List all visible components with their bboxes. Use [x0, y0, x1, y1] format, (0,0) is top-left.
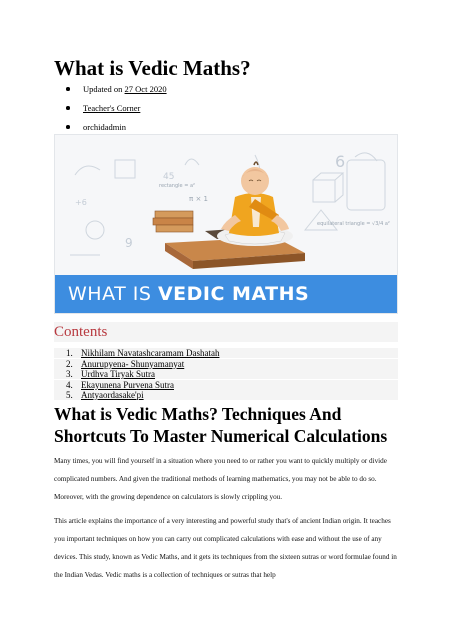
toc-item-number: 3.: [66, 369, 73, 379]
author-name: orchidadmin: [83, 122, 126, 132]
sketch-triangle-label: equilateral triangle = √3/4 a²: [317, 221, 390, 227]
sketch-rectangle-label: rectangle = a²: [159, 183, 196, 189]
toc-item-number: 5.: [66, 390, 73, 400]
page-title: What is Vedic Maths?: [54, 56, 251, 80]
toc-link-urdhva[interactable]: Urdhva Tiryak Sutra: [81, 369, 155, 379]
toc-link-nikhilam[interactable]: Nikhilam Navatashcaramam Dashatah: [81, 348, 220, 358]
banner-text-regular: WHAT IS: [68, 283, 158, 305]
bullet-icon: [66, 125, 70, 129]
hero-image: [54, 134, 398, 314]
updated-date-link[interactable]: 27 Oct 2020: [124, 84, 167, 94]
sketch-number: 6: [335, 152, 346, 171]
article-heading: What is Vedic Maths? Techniques And Shortcuts To Master Numerical Calculations: [54, 404, 388, 446]
toc-item: [54, 359, 398, 369]
article-paragraph: Many times, you will find yourself in a situation where you need to or rather you want to quickly multiply or divide complicated numbers. And given the traditional methods of learning mathematics, you may not be able to do so. Moreover, with the growing dependence on calculators is slowly crippling you.: [54, 457, 387, 501]
toc-item: [54, 348, 398, 358]
toc-item-number: 2.: [66, 358, 73, 369]
hero-illustration: [55, 135, 398, 275]
hero-banner: [55, 275, 398, 314]
bullet-icon: [66, 106, 70, 110]
toc-item-number: 4.: [66, 379, 73, 390]
toc-list: [54, 348, 398, 401]
sketch-number: 45: [163, 172, 175, 182]
toc-link-anurupyena[interactable]: Anurupyena- Shunyamanyat: [81, 358, 185, 369]
updated-label: Updated on: [83, 84, 125, 94]
toc-link-ekayunena[interactable]: Ekayunena Purvena Sutra: [81, 379, 174, 390]
toc-item: [54, 380, 398, 390]
toc-item: [54, 390, 398, 400]
toc-item-number: 1.: [66, 348, 73, 358]
sketch-number: 9: [125, 236, 133, 250]
sketch-label: +6: [75, 198, 87, 207]
toc-title: Contents: [54, 324, 108, 340]
article-paragraph: This article explains the importance of a very interesting and powerful study that's of ancient Indian origin. It teaches you important techniques on how you can carry out complicated calculations with ease and without the use of any devices. This study, known as Vedic Maths, and it gets its techniques from the sixteen sutras or word formulae found in the Indian Vedas. Vedic maths is a collection of techniques or sutras that help: [54, 517, 397, 579]
bullet-icon: [66, 87, 70, 91]
banner-text-bold: VEDIC MATHS: [157, 283, 310, 305]
toc-link-antyaordasake[interactable]: Antyaordasake'pi: [81, 390, 144, 400]
category-link[interactable]: Teacher's Corner: [83, 103, 141, 113]
toc-item: [54, 369, 398, 379]
sketch-pi-label: π × 1: [189, 195, 208, 203]
toc-header: [54, 322, 398, 342]
